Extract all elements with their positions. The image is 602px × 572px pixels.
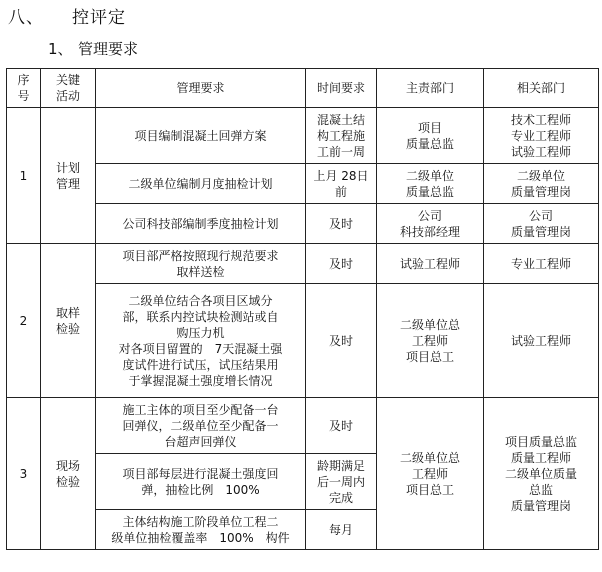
management-requirements-table [6, 68, 599, 550]
seq-cell: 1 [7, 108, 41, 244]
time-cell: 每月 [306, 510, 377, 550]
time-cell: 混凝土结 构工程施 工前一周 [306, 108, 377, 164]
time-cell: 及时 [306, 204, 377, 244]
lead-dept-cell: 二级单位总 工程师 项目总工 [377, 284, 484, 398]
header-time: 时间要求 [306, 69, 377, 108]
table-row [7, 164, 599, 204]
section-heading [8, 3, 126, 28]
requirement-cell: 二级单位结合各项目区域分 部，联系内控试块检测站或自 购压力机 对各项目留置的 7天混凝土强 度试件进行试压，试压结果用 于掌握混凝土强度增长情况 [96, 284, 306, 398]
lead-dept-cell: 二级单位总 工程师 项目总工 [377, 398, 484, 550]
requirement-cell: 二级单位编制月度抽检计划 [96, 164, 306, 204]
header-related-dept: 相关部门 [484, 69, 599, 108]
lead-dept-cell: 项目 质量总监 [377, 108, 484, 164]
time-cell: 龄期满足 后一周内 完成 [306, 454, 377, 510]
requirement-cell: 公司科技部编制季度抽检计划 [96, 204, 306, 244]
table-row [7, 204, 599, 244]
table-row [7, 244, 599, 284]
time-cell: 上月 28日 前 [306, 164, 377, 204]
time-cell: 及时 [306, 244, 377, 284]
seq-cell: 2 [7, 244, 41, 398]
header-lead-dept: 主责部门 [377, 69, 484, 108]
activity-cell: 现场 检验 [41, 398, 96, 550]
table-row [7, 108, 599, 164]
section-title: 控评定 [72, 8, 126, 28]
subsection-title: 管理要求 [78, 40, 139, 58]
related-dept-cell: 专业工程师 [484, 244, 599, 284]
requirement-cell: 项目部每层进行混凝土强度回 弹，抽检比例 100% [96, 454, 306, 510]
time-cell: 及时 [306, 284, 377, 398]
lead-dept-cell: 公司 科技部经理 [377, 204, 484, 244]
related-dept-cell: 公司 质量管理岗 [484, 204, 599, 244]
section-number: 八、 [8, 8, 44, 28]
related-dept-cell: 二级单位 质量管理岗 [484, 164, 599, 204]
related-dept-cell: 项目质量总监 质量工程师 二级单位质量 总监 质量管理岗 [484, 398, 599, 550]
activity-cell: 取样 检验 [41, 244, 96, 398]
time-cell: 及时 [306, 398, 377, 454]
related-dept-cell: 试验工程师 [484, 284, 599, 398]
requirement-cell: 施工主体的项目至少配备一台 回弹仪，二级单位至少配备一 台超声回弹仪 [96, 398, 306, 454]
requirement-cell: 主体结构施工阶段单位工程二 级单位抽检覆盖率 100% 构件 [96, 510, 306, 550]
lead-dept-cell: 试验工程师 [377, 244, 484, 284]
requirement-cell: 项目编制混凝土回弹方案 [96, 108, 306, 164]
header-seq: 序 号 [7, 69, 41, 108]
table-row [7, 398, 599, 454]
activity-cell: 计划 管理 [41, 108, 96, 244]
seq-cell: 3 [7, 398, 41, 550]
header-activity: 关键 活动 [41, 69, 96, 108]
header-requirement: 管理要求 [96, 69, 306, 108]
table-header-row [7, 69, 599, 108]
subsection-heading [48, 38, 138, 59]
lead-dept-cell: 二级单位 质量总监 [377, 164, 484, 204]
related-dept-cell: 技术工程师 专业工程师 试验工程师 [484, 108, 599, 164]
requirement-cell: 项目部严格按照现行规范要求 取样送检 [96, 244, 306, 284]
table-row [7, 284, 599, 398]
subsection-number: 1、 [48, 40, 73, 58]
